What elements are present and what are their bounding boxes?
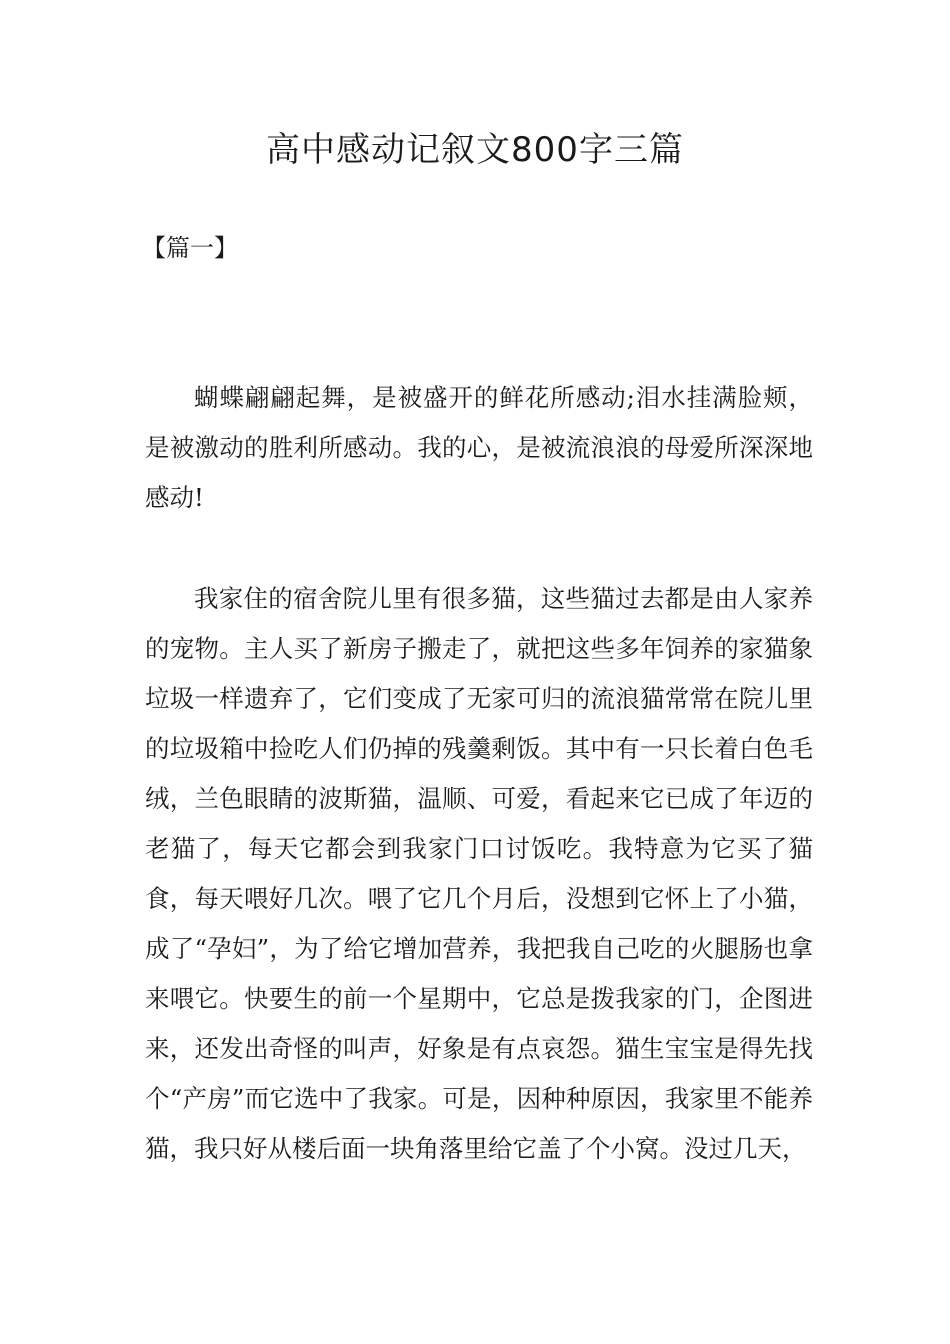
section-label: 【篇一】 bbox=[142, 234, 238, 262]
paragraph-2: 我家住的宿舍院儿里有很多猫，这些猫过去都是由人家养的宠物。主人买了新房子搬走了，就把这些多年饲养的家猫象垃圾一样遗弃了，它们变成了无家可归的流浪猫常常在院儿里的垃圾箱中捡吃人们仍掉的残羹剩饭。其中有一只长着白色毛绒，兰色眼睛的波斯猫，温顺、可爱，看起来它已成了年迈的老猫了，每天它都会到我家门口讨饭吃。我特意为它买了猫食，每天喂好几次。喂了它几个月后，没想到它怀上了小猫，成了“孕妇”，为了给它增加营养，我把我自己吃的火腿肠也拿来喂它。快要生的前一个星期中，它总是拨我家的门，企图进来，还发出奇怪的叫声，好象是有点哀怨。猫生宝宝是得先找个“产房”而它选中了我家。可是，因种种原因，我家里不能养猫，我只好从楼后面一块角落里给它盖了个小窝。没过几天， bbox=[145, 584, 813, 1163]
paragraph-1: 蝴蝶翩翩起舞，是被盛开的鲜花所感动;泪水挂满脸颊，是被激动的胜利所感动。我的心，是被流浪浪的母爱所深深地感动! bbox=[145, 383, 813, 512]
document-title: 高中感动记叙文800字三篇 bbox=[266, 130, 684, 170]
